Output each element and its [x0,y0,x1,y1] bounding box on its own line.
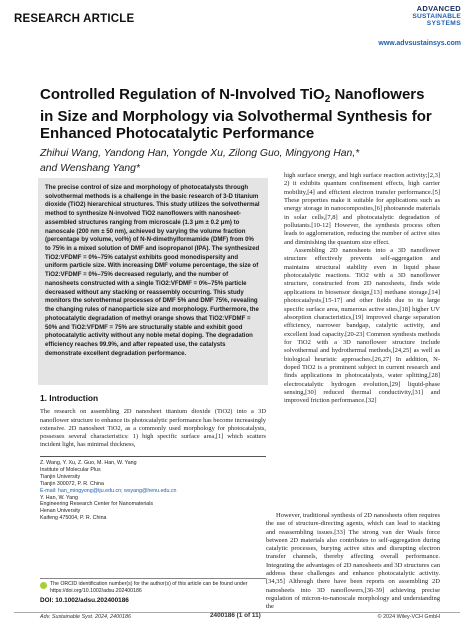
affiliation-line: Engineering Research Center for Nanomaterials [40,501,154,508]
right-paragraph-3: However, traditional synthesis of 2D nanosheets often requires the use of structure-directing agents, which can lead to stacking and reassembling issues.[33] The strong van der Waals force between 2D materials also contributes to self-aggregation during catalytic processes, burying active sites and disrupting electron transfer channels, thereby affecting overall performance. Integrating the advantages of 2D nanosheets and 3D structures can address these challenges and enhance photocatalytic activity.[34,35] Although there have been reports on assembling 2D nanosheets into 3D nanoflowers,[36-39] achieving precise regulation of micron-to-nanoscale morphology and understanding the [266,512,440,611]
journal-logo-line-2: SUSTAINABLE [412,12,461,20]
orcid-note [40,581,266,594]
title-part-1: Controlled Regulation of N-Involved TiO [40,86,325,103]
affiliation-divider [40,456,266,457]
journal-url-link[interactable]: www.advsustainsys.com [378,40,461,47]
affiliation-line: Tianjin University [40,473,81,480]
affiliation-line: Henan University [40,508,81,515]
abstract-box [38,178,268,385]
affiliation-block [40,460,266,522]
affiliation-line: Institute of Molecular Plus [40,466,101,473]
section-heading: 1. Introduction [40,393,99,403]
affiliation-line: Tianjin 300072, P. R. China [40,480,104,487]
orcid-icon [40,582,47,589]
footer-copyright: © 2024 Wiley-VCH GmbH [377,614,440,620]
left-column [40,394,266,450]
article-title [40,86,440,142]
title-part-2: Nanoflowers in Size and Morphology via Solvothermal Synthesis for Enhanced Photocatalytic Performance [40,86,432,142]
journal-logo-line-3: SYSTEMS [426,20,461,27]
article-type-label: RESEARCH ARTICLE [14,13,135,25]
abstract-text: The precise control of size and morphology of photocatalysts through solvothermal methods is a challenge in the basic research of 3-D titanium dioxide (TiO2) hierarchical structures. This study utilizes the solvothermal method to synthesize N-involved TiO2 nanoflowers with nanosheet-assembled structures ranging from microscale (1.3 μm ± 0.2 μm) to nanoscale (200 nm ± 50 nm), achieved by varying the volume fraction (percentage by volume, vol%) of N-N-dimethylformamide (DMF) from 0% to 75% in a mixed solution of DMF and isopropanol (IPA). The synthesized TiO2:VFDMF = 0%–75% catalyst exhibits good monodispersity and uniform particle size. With increasing DMF volume percentage, the size of TiO2:VFDMF = 0%–75% decreased regularly, and the number of nanosheets constructed with a single TiO2:VFDMF = 0%–75% particle decreased without any stacking or reassembly occurring. This study monitors the solvothermal processes of DMF 5% and DMF 75%, revealing the changing rules of nanoparticle size and morphology. Furthermore, the photocatalytic degradation of methyl orange shows that TiO2:VFDMF = 50% and TiO2:VFDMF = 75% are structurally stable and exhibit good photocatalytic activity without any noble metal doping. The degradation efficiency reaches 99.9%, and after repeated use, the catalysts demonstrate excellent degradation performance. [45,184,260,357]
right-column-top [284,172,440,406]
email-link[interactable]: E-mail: han_mingyong@tju.edu.cn; wsyang@henu.edu.cn [40,487,177,494]
authors-line-1: Zhihui Wang, Yandong Han, Yongde Xu, Zilong Guo, Mingyong Han,* [40,148,360,159]
authors-line-2: and Wenshang Yang* [40,163,140,174]
affiliation-line: Y. Han, W. Yang [40,494,78,501]
title-subscript: 2 [324,94,331,105]
right-paragraph-2: Assembling 2D nanosheets into a 3D nanoflower structure effectively prevents self-aggregation and maintains structural stability even in liquid phase photocatalytic reactions. TiO2 with a 3D nanoflower structure, constructed from 2D nanosheets, finds wide applications in biosensor design,[13] methane storage,[14] photocatalysis,[15-17] and other fields due to its large specific surface area, numerous active sites,[18] higher UV absorption characteristics,[19] improved charge separation efficiency, narrower bandgap, catalytic activity, and excellent load capacity.[20-23] Common synthesis methods for TiO2 with a 3D nanoflower structure include solvothermal and hydrothermal methods,[24,25] as well as biological heuristic approaches.[26,27] In addition, N-doped TiO2 is a prominent subject in current research and finds applications in photocatalysts, water splitting,[28] electrocatalytic hydrogen evolution,[29] liquid-phase sensing,[30] reduced thermal conductivity,[31] and improved friction performance.[32] [284,247,440,405]
footer-page-number: 2400186 (1 of 11) [210,612,261,619]
right-column-bottom [266,512,440,612]
journal-logo-line-1: ADVANCED [416,4,461,13]
footer-citation: Adv. Sustainable Syst. 2024, 2400186 [40,614,132,620]
doi-text[interactable]: DOI: 10.1002/adsu.202400186 [40,597,129,604]
right-paragraph-1: high surface energy, and high surface reaction activity;[2,3] 2) it exhibits quantum confinement effects, high carrier mobility,[4] and efficient electron transfer performance.[5] These properties make it suitable for applications such as energy storage in nanocomposites,[6] photoanode materials in solar cells,[7,8] and photocatalytic degradation of pollutants.[10-12] However, the synthesis process often leads to agglomeration, reducing the number of active sites and diminishing the quantum size effect. [284,172,440,246]
journal-logo[interactable] [412,5,461,28]
affiliation-line: Z. Wang, Y. Xu, Z. Guo, M. Han, W. Yang [40,460,137,466]
affiliation-line: Kaifeng 475004, P. R. China [40,515,107,522]
orcid-divider [40,578,266,579]
intro-paragraph: The research on assembling 2D nanosheet titanium dioxide (TiO2) into a 3D nanoflower structure to enhance its photocatalytic performance has become increasingly extensive. 2D nanosheet TiO2, as a commonly used morphology for photocatalysts, possesses several characteristics: 1) high specific surface area,[1] which scatters incident light, has minimal thickness, [40,408,266,449]
orcid-text[interactable]: The ORCID identification number(s) for the author(s) of this article can be found under https://doi.org/10.1002/adsu.202400186 [50,581,248,594]
